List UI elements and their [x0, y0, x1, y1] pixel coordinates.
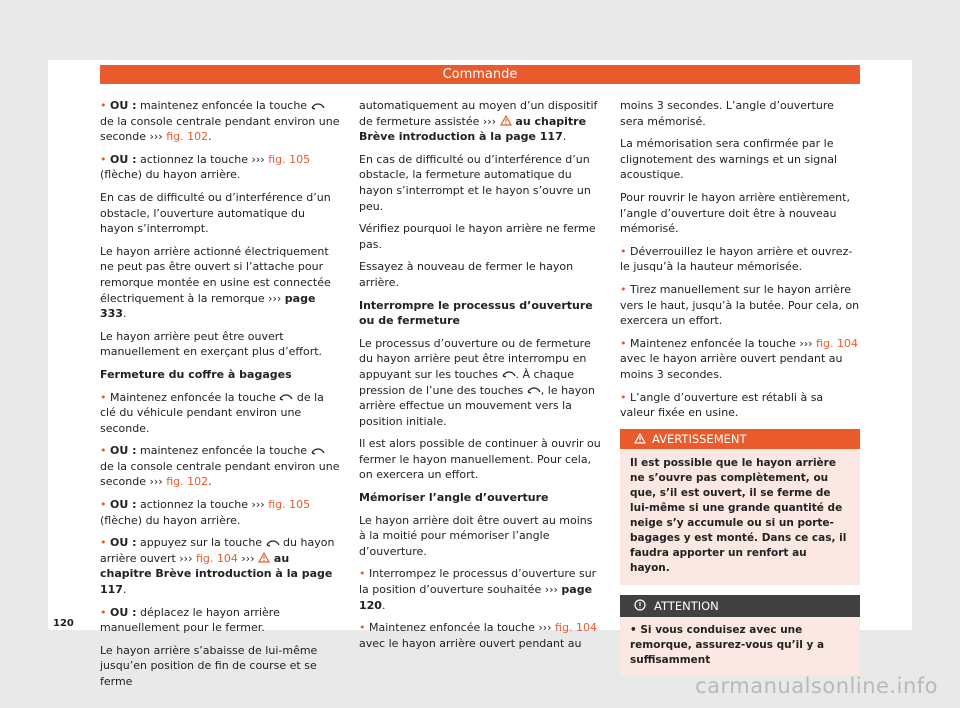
arrow: ›››	[251, 152, 265, 166]
text: Maintenez enfoncée la touche	[369, 621, 539, 635]
paragraph	[620, 282, 860, 329]
paragraph: Il est alors possible de continuer à ouvrir ou fermer le hayon manuellement. Pour cela, on exercera un effort.	[359, 437, 601, 482]
fig-link[interactable]: fig. 104	[555, 621, 597, 635]
paragraph: En cas de difficulté ou d’interférence d’un obstacle, l’ouverture automatique du hayon s’interrompt.	[100, 190, 331, 236]
paragraph	[100, 497, 340, 528]
warning-triangle-icon	[258, 552, 270, 563]
arrow: ›››	[149, 130, 163, 144]
info-circle-icon	[634, 599, 646, 611]
tailgate-key-icon	[311, 448, 325, 455]
tailgate-key-icon	[266, 540, 280, 547]
paragraph	[100, 605, 340, 636]
bullet: •	[620, 244, 627, 258]
paragraph: La mémorisation sera confirmée par le clignotement des warnings et un signal acoustique.	[620, 137, 837, 182]
tailgate-key-icon	[311, 103, 325, 110]
text: Déverrouillez le hayon arrière et ouvrez-le jusqu’à la hauteur mémorisée.	[620, 244, 853, 274]
arrow: ›››	[241, 551, 255, 565]
bullet: •	[620, 282, 627, 296]
text: Interrompez le processus d’ouverture sur la position d’ouverture souhaitée	[359, 567, 597, 597]
bullet: •	[100, 444, 107, 458]
section-title: Commande	[442, 67, 518, 82]
text: Si vous conduisez avec une remorque, assurez-vous qu’il y a suffisamment	[630, 623, 825, 666]
bullet: •	[359, 567, 366, 581]
text: (flèche) du hayon arrière.	[100, 513, 241, 527]
bullet: •	[359, 621, 366, 635]
paragraph: moins 3 secondes. L’angle d’ouverture sera mémorisé.	[620, 99, 834, 128]
lead: OU :	[110, 99, 137, 112]
attention-title: ATTENTION	[654, 598, 719, 613]
warning-box	[620, 429, 860, 585]
bullet: •	[100, 390, 107, 404]
paragraph: Vérifiez pourquoi le hayon arrière ne ferme pas.	[359, 222, 596, 251]
paragraph	[100, 443, 340, 490]
bullet: •	[100, 99, 107, 112]
warning-triangle-icon	[634, 433, 646, 444]
text: maintenez enfoncée la touche	[136, 444, 311, 458]
bullet: •	[620, 390, 627, 404]
bullet: •	[100, 536, 107, 550]
warning-triangle-icon	[500, 115, 512, 126]
paragraph: Essayez à nouveau de fermer le hayon arrière.	[359, 260, 574, 289]
text: .	[122, 583, 127, 597]
text: Le hayon arrière actionné électriquement ne peut pas être ouvert si l’attache pour remorque montée en usine est connectée électriquement à la remorque	[100, 244, 331, 305]
lead: OU :	[110, 536, 137, 550]
paragraph: Pour rouvrir le hayon arrière entièrement, l’angle d’ouverture doit être à nouveau mémorisé.	[620, 190, 850, 236]
lead: OU :	[110, 152, 137, 166]
attention-box-header	[620, 595, 860, 617]
bullet: •	[100, 605, 107, 619]
watermark: carmanualsonline.info	[695, 674, 938, 698]
arrow: ›››	[538, 621, 552, 635]
bullet: •	[630, 623, 637, 636]
text: Maintenez enfoncée la touche	[630, 336, 800, 350]
text: .	[562, 130, 567, 144]
attention-box	[620, 595, 860, 675]
arrow: ›››	[268, 291, 282, 305]
section-header	[100, 65, 860, 84]
fig-link[interactable]: fig. 105	[268, 152, 311, 166]
text: automatiquement au moyen d’un dispositif de fermeture assistée	[359, 99, 598, 128]
paragraph: Le hayon arrière doit être ouvert au moins à la moitié pour mémoriser l’angle d’ouverture.	[359, 513, 593, 558]
text: actionnez la touche	[136, 152, 252, 166]
bullet: •	[620, 336, 627, 350]
paragraph	[100, 244, 340, 322]
arrow: ›››	[179, 551, 193, 565]
arrow: ›››	[251, 498, 265, 512]
text: Tirez manuellement sur le hayon arrière vers le haut, jusqu’à la butée. Pour cela, on exercera un effort.	[620, 282, 860, 328]
paragraph	[100, 390, 340, 437]
warning-title: AVERTISSEMENT	[652, 431, 747, 446]
lead: OU :	[110, 444, 137, 458]
text: .	[381, 598, 386, 612]
column-3	[620, 98, 860, 675]
subheading: Mémoriser l’angle d’ouverture	[359, 491, 549, 505]
text: de la console centrale pendant environ une seconde	[100, 114, 340, 144]
text: déplacez le hayon arrière manuellement pour le fermer.	[100, 605, 280, 635]
arrow: ›››	[544, 583, 558, 597]
attention-text	[620, 617, 860, 675]
tailgate-key-icon	[527, 387, 541, 394]
text: de la clé du véhicule pendant environ une seconde.	[100, 390, 324, 435]
text: actionnez la touche	[136, 498, 252, 512]
text: . À chaque pression de l’une des touches	[359, 367, 575, 397]
column-1	[100, 98, 340, 697]
warning-text: Il est possible que le hayon arrière ne s’ouvre pas complètement, ou que, s’il est ouvert, il se ferme de lui-même si une grande quantité de neige s’y accumule ou si un porte-bagages y est monté. Dans ce cas, il faudra apporter un renfort au hayon.	[630, 456, 847, 574]
subheading: Interrompre le processus d’ouverture ou de fermeture	[359, 298, 593, 328]
paragraph	[359, 566, 601, 613]
paragraph: Le hayon arrière peut être ouvert manuellement en exerçant plus d’effort.	[100, 329, 323, 359]
text: .	[122, 307, 127, 321]
fig-link[interactable]: fig. 102	[166, 130, 209, 144]
text: du hayon arrière ouvert	[100, 536, 335, 565]
page-link[interactable]: page 120	[359, 583, 593, 612]
lead: OU :	[110, 498, 137, 512]
page-number: 120	[53, 618, 74, 629]
paragraph: En cas de difficulté ou d’interférence d’un obstacle, la fermeture automatique du hayon s’interrompt et le hayon s’ouvre un peu.	[359, 152, 591, 213]
paragraph: Le hayon arrière s’abaisse de lui-même jusqu’en position de fin de course et se ferme	[100, 643, 318, 688]
page-link[interactable]: page 333	[100, 291, 316, 321]
text: , le hayon arrière effectue un mouvement vers la position initiale.	[359, 383, 596, 428]
paragraph	[620, 390, 860, 421]
lead: OU :	[110, 605, 137, 619]
warning-box-header	[620, 429, 860, 449]
text: .	[208, 130, 212, 144]
text: Le processus d’ouverture ou de fermeture du hayon arrière peut être interrompu en appuyant sur les touches	[359, 336, 591, 381]
arrow: ›››	[149, 475, 163, 489]
bullet: •	[100, 498, 107, 512]
bullet: •	[100, 152, 107, 166]
text: Maintenez enfoncée la touche	[110, 390, 280, 404]
tailgate-key-icon	[502, 371, 516, 378]
column-2	[359, 98, 601, 658]
text: avec le hayon arrière ouvert pendant au moins 3 secondes.	[620, 352, 843, 381]
tailgate-key-icon	[279, 394, 293, 401]
text: (flèche) du hayon arrière.	[100, 168, 241, 182]
paragraph	[100, 535, 340, 597]
fig-link[interactable]: fig. 105	[268, 498, 311, 512]
paragraph	[100, 152, 340, 183]
paragraph	[100, 98, 340, 145]
chapter-link[interactable]: au chapitre Brève introduction à la page 117	[100, 551, 333, 597]
text: appuyez sur la touche	[136, 536, 266, 550]
paragraph	[359, 98, 601, 145]
text: avec le hayon arrière ouvert pendant au	[359, 636, 582, 650]
fig-link[interactable]: fig. 104	[195, 551, 238, 565]
paragraph	[620, 336, 860, 383]
arrow: ›››	[799, 336, 813, 350]
text: L’angle d’ouverture est rétabli à sa valeur fixée en usine.	[620, 390, 824, 420]
subheading: Fermeture du coffre à bagages	[100, 367, 292, 381]
text: .	[208, 475, 212, 489]
paragraph	[620, 244, 860, 275]
text: de la console centrale pendant environ une seconde	[100, 459, 340, 489]
paragraph	[359, 336, 601, 430]
fig-link[interactable]: fig. 104	[816, 336, 858, 350]
arrow: ›››	[482, 114, 497, 128]
chapter-link[interactable]: au chapitre Brève introduction à la page 117	[359, 114, 587, 144]
fig-link[interactable]: fig. 102	[166, 475, 209, 489]
paragraph	[359, 620, 601, 651]
text: maintenez enfoncée la touche	[136, 99, 311, 112]
